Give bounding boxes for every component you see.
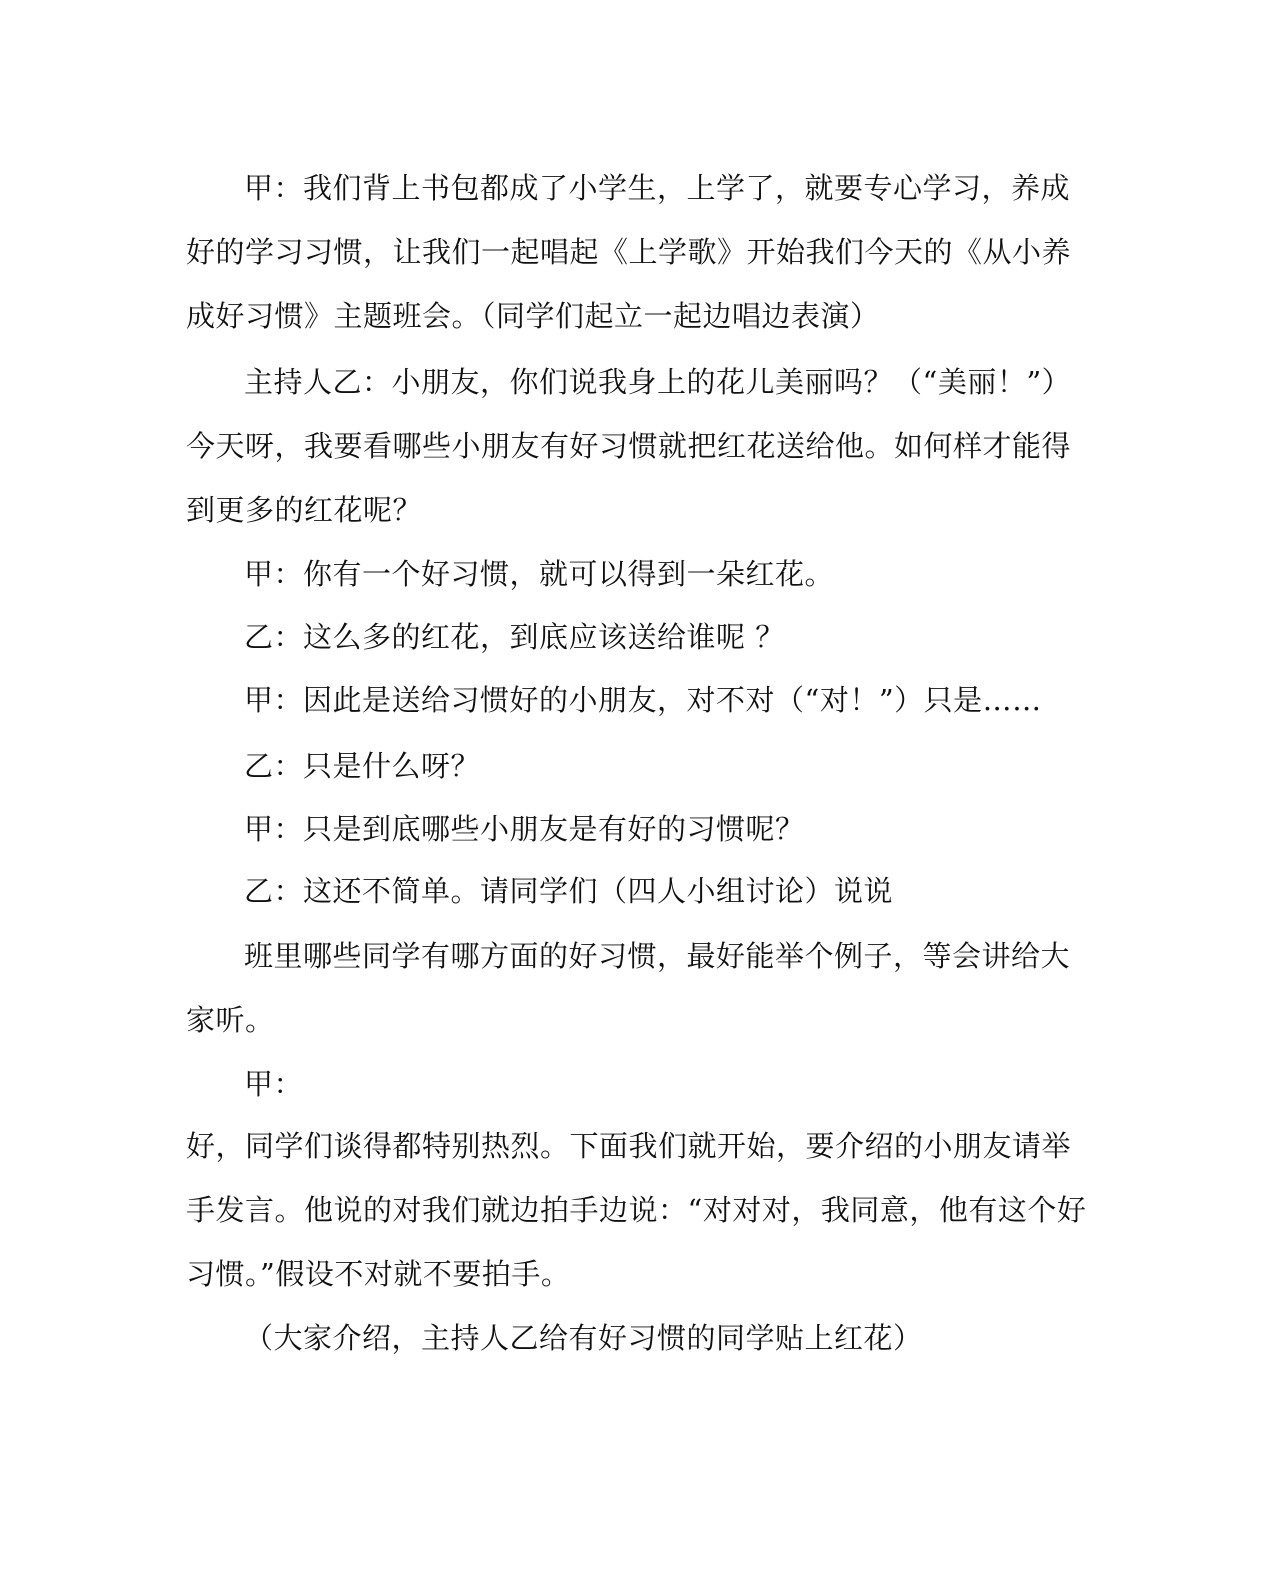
paragraph-b-who [186, 605, 1066, 669]
text-line: 今天呀，我要看哪些小朋友有好习惯就把红花送给他。如何样才能得 [186, 429, 1072, 463]
text-line: 成好习惯》主题班会。（同学们起立一起边唱边表演） [186, 299, 880, 333]
paragraph-a-which [186, 797, 1066, 861]
text-line: 乙：只是什么呀？ [244, 749, 481, 783]
text-line: 好的学习习惯，让我们一起唱起《上学歌》开始我们今天的《从小养 [186, 235, 1072, 269]
text-line: 甲：只是到底哪些小朋友是有好的习惯呢？ [244, 812, 805, 846]
text-line: 主持人乙：小朋友，你们说我身上的花儿美丽吗？（“美丽！”） [244, 365, 1072, 399]
paragraph-opening [186, 156, 1072, 348]
text-line: 习惯。”假设不对就不要拍手。 [186, 1257, 571, 1291]
text-line: 到更多的红花呢？ [186, 493, 423, 527]
text-line: 甲：你有一个好习惯，就可以得到一朵红花。 [244, 557, 835, 591]
text-line: 甲：因此是送给习惯好的小朋友，对不对（“对！”）只是…… [244, 683, 1042, 717]
text-line: 手发言。他说的对我们就边拍手边说：“对对对，我同意，他有这个好 [186, 1193, 1087, 1227]
paragraph-stage-direction [186, 1306, 1066, 1370]
text-line: 甲： [244, 1067, 304, 1101]
paragraph-b-discuss [186, 859, 1066, 923]
paragraph-class-habits [186, 924, 1071, 1052]
paragraph-a-good-habits [186, 668, 1066, 732]
paragraph-b-what [186, 734, 1066, 798]
paragraph-a-instructions [186, 1114, 1087, 1306]
paragraph-a-one-habit [186, 542, 1066, 606]
text-line: 甲：我们背上书包都成了小学生，上学了，就要专心学习，养成 [244, 171, 1071, 205]
text-line: 家听。 [186, 1003, 275, 1037]
text-line: 好，同学们谈得都特别热烈。下面我们就开始，要介绍的小朋友请举 [186, 1129, 1072, 1163]
text-line: 班里哪些同学有哪方面的好习惯，最好能举个例子，等会讲给大 [244, 939, 1071, 973]
paragraph-a-label [186, 1052, 1066, 1116]
text-line: （大家介绍，主持人乙给有好习惯的同学贴上红花） [244, 1321, 923, 1355]
text-line: 乙：这么多的红花，到底应该送给谁呢 ？ [244, 620, 785, 654]
paragraph-host-b-flowers [186, 350, 1072, 542]
text-line: 乙：这还不简单。请同学们（四人小组讨论）说说 [244, 874, 894, 908]
